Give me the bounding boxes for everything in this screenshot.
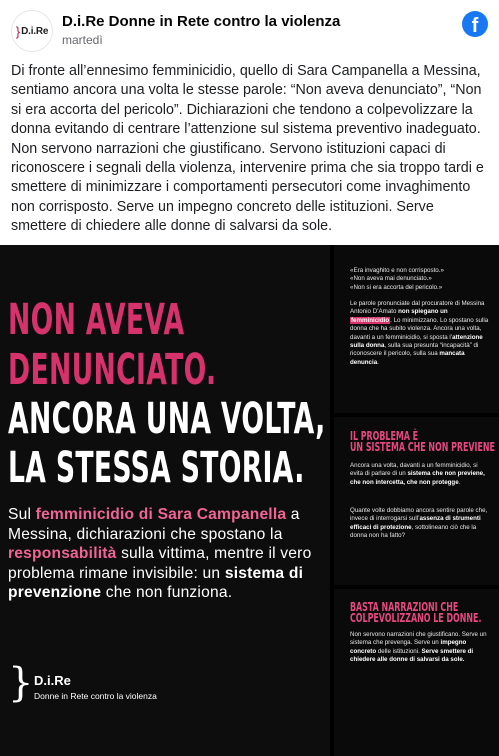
- body-text: .: [377, 358, 379, 366]
- body-text: , sottolineano ciò che la donna non ha fatto?: [350, 523, 477, 540]
- headline-white-line-2: LA STESSA STORIA.: [8, 443, 305, 493]
- quote-line: «Era invaghito e non corrisposto.»: [350, 267, 444, 274]
- page-avatar[interactable]: [11, 10, 53, 52]
- body-bold: attenzione sulla donna: [350, 333, 483, 350]
- panel-1-body: [350, 300, 490, 367]
- panel-3-title: [350, 602, 481, 624]
- image-right-panel-2[interactable]: [334, 417, 499, 585]
- image-main-panel[interactable]: [0, 245, 330, 756]
- headline-white: [8, 395, 326, 493]
- title-line: UN SISTEMA CHE NON PREVIENE: [350, 440, 495, 454]
- headline-pink-line-2: DENUNCIATO.: [8, 345, 217, 395]
- brand-name: D.i.Re: [34, 673, 71, 688]
- quote-line: «Non si era accorta del pericolo.»: [350, 283, 443, 291]
- body-text: Sul: [8, 506, 36, 523]
- panel-3-body: [350, 631, 490, 665]
- post-timestamp[interactable]: martedì: [62, 33, 103, 47]
- title-line: BASTA NARRAZIONI CHE: [350, 600, 459, 614]
- body-text: delle istituzioni.: [376, 647, 422, 655]
- post-image-grid[interactable]: [0, 245, 499, 756]
- dire-logo-icon: }: [8, 660, 34, 706]
- body-text: Le parole pronunciate dal procuratore di Messina Antonio D’Amato: [350, 300, 485, 316]
- headline-pink: [8, 295, 216, 395]
- quote-line: «Non aveva mai denunciato.»: [350, 275, 432, 283]
- body-text: Ancora una volta, davanti a un femminicidio, si evita di parlare di un: [350, 462, 478, 478]
- body-text: Non servono narrazioni che giustificano. Serve un sistema che prevenga. Serve un: [350, 631, 487, 647]
- panel-2-body-1: [350, 462, 490, 487]
- quotes-block: [350, 267, 490, 292]
- headline-pink-line-1: NON AVEVA: [8, 295, 185, 345]
- page-name-link[interactable]: D.i.Re Donne in Rete contro la violenza: [62, 13, 341, 30]
- facebook-logo-icon[interactable]: f: [462, 11, 488, 37]
- body-text: sulla vittima, mentre il vero problema rimane invisibile: un: [8, 545, 312, 582]
- title-line: COLPEVOLIZZANO LE DONNE.: [350, 611, 482, 625]
- body-text: a Messina, dichiarazioni che spostano la: [8, 506, 300, 543]
- panel-2-body-2: [350, 507, 490, 541]
- body-text: .: [458, 478, 461, 486]
- panel-2-title: [350, 431, 495, 453]
- avatar-text: D.i.Re: [21, 25, 49, 37]
- body-bold: assenza di strumenti efficaci di protezione: [350, 515, 481, 531]
- headline-white-line-1: ANCORA UNA VOLTA,: [8, 394, 326, 444]
- body-bold: mancata denuncia: [350, 350, 465, 366]
- body-bold: non spiegano un: [398, 308, 448, 316]
- body-text: che non funziona.: [101, 584, 233, 601]
- body-bold: sistema che non previene, che non intercetta, che non protegge: [350, 470, 485, 486]
- dire-curl-icon: }: [15, 23, 21, 39]
- body-highlight: responsabilità: [8, 545, 117, 562]
- post-text: Di fronte all’ennesimo femminicidio, quello di Sara Campanella a Messina, sentiamo ancora una volta le stesse parole: “Non aveva denunciato”, “Non si era accorta del pericolo”. Dichiarazioni che tendono a colpevolizzare la donna evitando di centrare l’attenzione sul sistema preventivo inadeguato. Non servono narrazioni che giustificano. Servono istituzioni capaci di riconoscere i segnali della violenza, intervenire prima che sia troppo tardi e smettere di minimizzare i comportamenti persecutori come invaghimento non corrisposto. Serve un impegno concreto delle istituzioni. Serve smettere di chiedere alle donne di salvarsi da sole.: [11, 63, 484, 235]
- body-bold: sistema di prevenzione: [8, 564, 304, 601]
- brand-subtitle: Donne in Rete contro la violenza: [34, 691, 157, 701]
- image-right-panel-3[interactable]: [334, 589, 499, 756]
- body-text: Quante volte dobbiamo ancora sentire parole che, invece di interrogarsi sull’: [350, 507, 488, 523]
- post-header: [0, 0, 499, 58]
- main-panel-body: [8, 505, 326, 603]
- body-text: , sulla sua presunta “incapacità” di riconoscere il pericolo, sulla sua: [350, 342, 479, 358]
- body-bold: Serve smettere di chiedere alle donne di salvarsi da sole.: [350, 647, 474, 664]
- body-highlight: femminicidio: [351, 316, 390, 324]
- image-right-panel-1[interactable]: [334, 245, 499, 413]
- title-line: IL PROBLEMA È: [350, 429, 419, 443]
- body-highlight: femminicidio di Sara Campanella: [35, 506, 287, 523]
- body-bold: impegno concreto: [350, 639, 467, 655]
- body-text: . Lo minimizzano. Lo spostano sulla donna che ha subito violenza. Ancora una volta, davanti a un femminicidio, si sposta l’: [350, 316, 489, 341]
